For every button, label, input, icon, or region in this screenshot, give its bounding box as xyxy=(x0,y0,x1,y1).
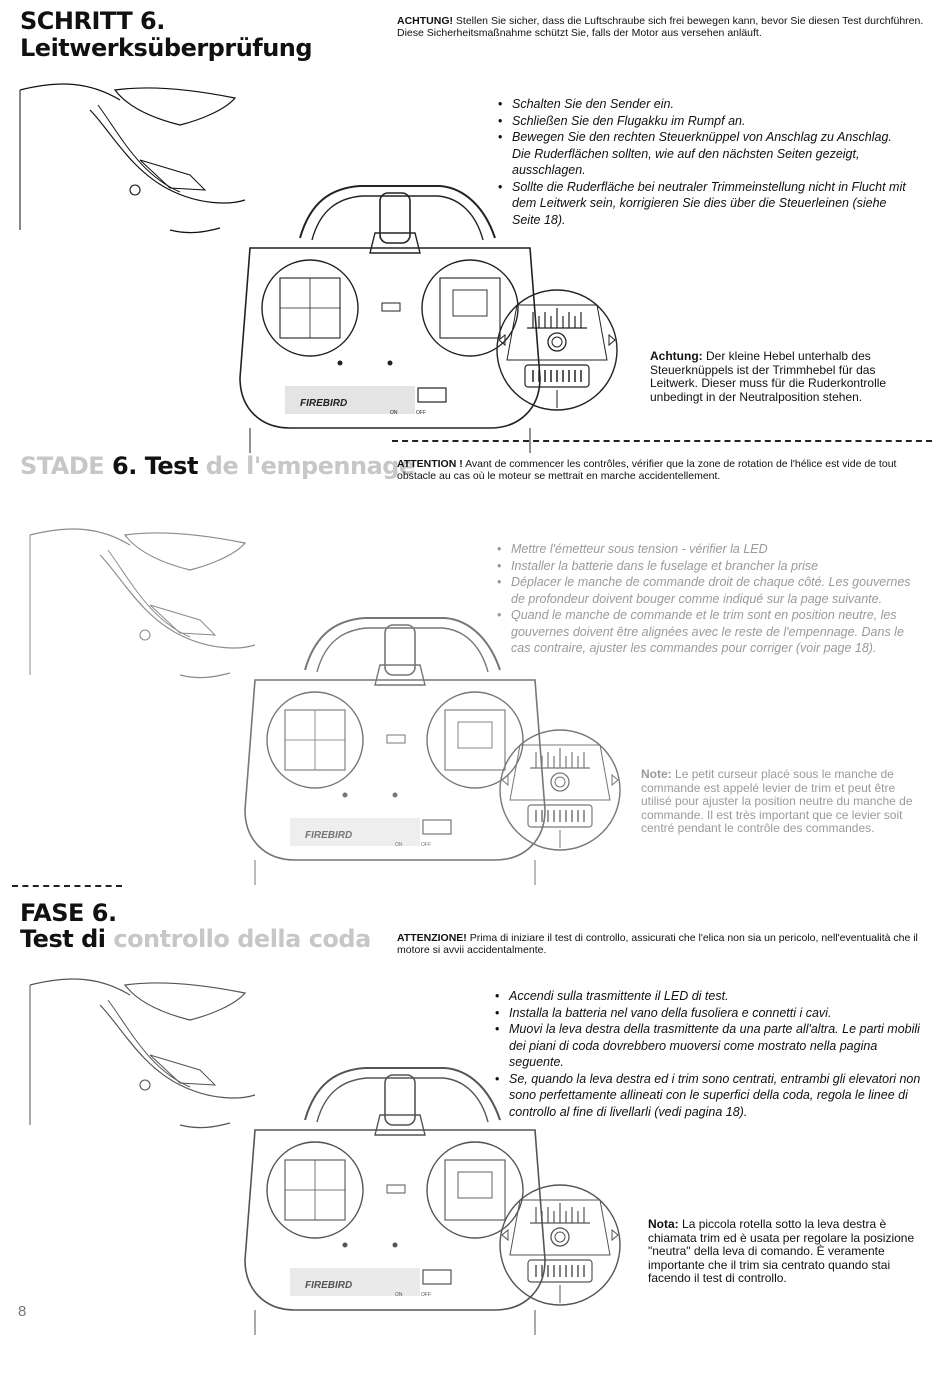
switch-on-label: ON xyxy=(395,842,403,848)
switch-on-label: ON xyxy=(395,1292,403,1298)
note-body: Der kleine Hebel unterhalb des Steuerknüppels ist der Trimmhebel für das Leitwerk. Dieser muss für die Ruderkontrolle unbedingt in der Neutralposition stehen. xyxy=(650,349,887,404)
trim-detail-illustration xyxy=(500,1185,630,1315)
section-title xyxy=(20,8,312,62)
warning-body: Prima di iniziare il test di controllo, assicurati che l'elica non sia un pericolo, nell'eventualità che il motore si avvii accidentalmente. xyxy=(397,932,918,956)
title-line-2: Leitwerksüberprüfung xyxy=(20,34,313,62)
list-item: • Installer la batterie dans le fuselage et brancher la prise xyxy=(497,558,912,575)
warning-label: ATTENZIONE! xyxy=(397,932,467,944)
tail-illustration xyxy=(30,525,280,695)
list-item: • Bewegen Sie den rechten Steuerknüppel von Anschlag zu Anschlag. Die Ruderflächen sollten, wie auf den nächsten Seiten gezeigt, ausschlagen. xyxy=(498,129,913,179)
warning-body: Avant de commencer les contrôles, vérifier que la zone de rotation de l'hélice est vide de tout obstacle au cas où le moteur se mettrait en marche accidentellement. xyxy=(397,458,897,482)
warning-label: ACHTUNG! xyxy=(397,15,453,27)
trim-detail-illustration xyxy=(500,730,630,860)
note-box xyxy=(650,350,915,404)
title-part-1: STADE xyxy=(20,452,105,480)
warning-text xyxy=(397,932,937,956)
list-item: • Sollte die Ruderfläche bei neutraler Trimmeinstellung nicht in Flucht mit dem Leitwerk sein, korrigieren Sie dies über die Steuerleinen (siehe Seite 18). xyxy=(498,179,913,229)
transmitter-illustration xyxy=(240,178,540,448)
switch-off-label: OFF xyxy=(421,842,431,848)
note-label: Note: xyxy=(641,767,672,781)
note-box xyxy=(648,1218,918,1286)
brand-label: FIREBIRD xyxy=(305,1280,353,1291)
list-item: • Quand le manche de commande et le trim sont en position neutre, les gouvernes doivent être alignées avec le reste de l'empennage. Dans le cas contraire, ajuster les commandes pour corriger (voir page 18). xyxy=(497,607,912,657)
list-item: • Déplacer le manche de commande droit de chaque côté. Les gouvernes de profondeur doivent bouger comme indiqué sur la page suivante. xyxy=(497,574,912,607)
switch-on-label: ON xyxy=(390,410,398,416)
title-part-2: controllo della coda xyxy=(113,925,371,953)
tail-illustration xyxy=(20,80,270,250)
tail-illustration xyxy=(30,975,280,1145)
switch-off-label: OFF xyxy=(421,1292,431,1298)
instruction-list xyxy=(498,96,913,228)
note-label: Achtung: xyxy=(650,349,703,363)
section-divider xyxy=(12,885,122,887)
title-part-1: Test di xyxy=(20,925,106,953)
instruction-list xyxy=(495,988,935,1120)
brand-label: FIREBIRD xyxy=(300,398,348,409)
warning-label: ATTENTION ! xyxy=(397,458,463,470)
section-title xyxy=(20,900,371,952)
list-item: • Mettre l'émetteur sous tension - vérifier la LED xyxy=(497,541,912,558)
section-divider xyxy=(392,440,932,442)
title-part-3: de l'empennage xyxy=(205,452,415,480)
list-item: • Muovi la leva destra della trasmittente da una parte all'altra. Le parti mobili dei piani di coda dovrebbero muoversi come mostrato nella pagina seguente. xyxy=(495,1021,935,1071)
note-label: Nota: xyxy=(648,1217,679,1231)
section-title xyxy=(20,452,415,480)
list-item: • Accendi sulla trasmittente il LED di test. xyxy=(495,988,935,1005)
switch-off-label: OFF xyxy=(416,410,426,416)
note-body: La piccola rotella sotto la leva destra è chiamata trim ed è usata per regolare la posizione "neutra" della leva di comando. È veramente importante che il trim sia centrato quando stai facendo il test di controllo. xyxy=(648,1217,915,1285)
list-item: • Installa la batteria nel vano della fusoliera e connetti i cavi. xyxy=(495,1005,935,1022)
list-item: • Se, quando la leva destra ed i trim sono centrati, entrambi gli elevatori non sono perfettamente allineati con le superfici della coda, regola le linee di controllo al fine di livellarli (vedi pagina 18). xyxy=(495,1071,935,1121)
warning-text xyxy=(397,15,937,39)
page-number: 8 xyxy=(18,1303,27,1320)
list-item: • Schließen Sie den Flugakku im Rumpf an. xyxy=(498,113,913,130)
note-box xyxy=(641,768,921,836)
warning-text xyxy=(397,458,937,482)
brand-label: FIREBIRD xyxy=(305,830,353,841)
trim-detail-illustration xyxy=(497,290,627,420)
warning-body: Stellen Sie sicher, dass die Luftschraube sich frei bewegen kann, bevor Sie diesen Test durchführen. Diese Sicherheitsmaßnahme schützt Sie, falls der Motor aus versehen anläuft. xyxy=(397,15,924,39)
title-part-2: 6. Test xyxy=(112,452,198,480)
list-item: • Schalten Sie den Sender ein. xyxy=(498,96,913,113)
title-line-1: FASE 6. xyxy=(20,899,117,927)
instruction-list xyxy=(497,541,912,657)
title-line-1: SCHRITT 6. xyxy=(20,7,165,35)
note-body: Le petit curseur placé sous le manche de commande est appelé levier de trim et peut être utilisé pour ajuster la position neutre du manche de commande. Il est très important que ce levier soit centré pendant le contrôle des commandes. xyxy=(641,767,913,835)
